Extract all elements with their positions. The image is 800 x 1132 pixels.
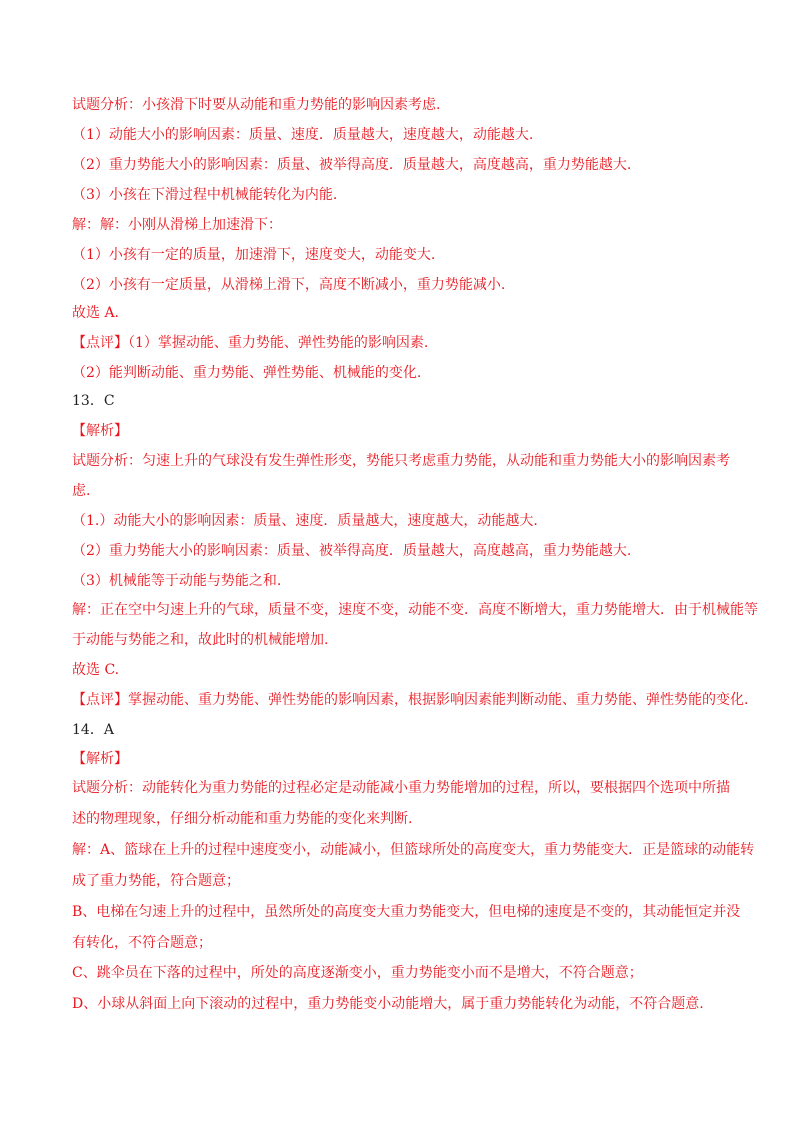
text-line: 试题分析：小孩滑下时要从动能和重力势能的影响因素考虑. — [72, 97, 441, 113]
section-heading: 【解析】 — [72, 751, 128, 767]
text-line: 成了重力势能，符合题意； — [72, 873, 240, 889]
text-line: （1）动能大小的影响因素：质量、速度．质量越大，速度越大，动能越大. — [72, 127, 534, 143]
text-line: （2）小孩有一定质量，从滑梯上滑下，高度不断减小，重力势能减小. — [72, 277, 506, 293]
text-line: （3）机械能等于动能与势能之和. — [72, 573, 282, 589]
text-line: 解：正在空中匀速上升的气球，质量不变，速度不变，动能不变．高度不断增大，重力势能增大．由于机械能等 — [72, 602, 758, 618]
text-line: 故选 A. — [72, 305, 120, 321]
text-line: （1）小孩有一定的质量，加速滑下，速度变大，动能变大. — [72, 247, 436, 263]
text-line: 试题分析：匀速上升的气球没有发生弹性形变，势能只考虑重力势能，从动能和重力势能大小的影响因素考 — [72, 453, 730, 469]
text-line: 解：A、篮球在上升的过程中速度变小，动能减小，但篮球所处的高度变大，重力势能变大．正是篮球的动能转 — [72, 842, 755, 858]
text-line: （2）能判断动能、重力势能、弹性势能、机械能的变化. — [72, 365, 422, 381]
question-number: 14．A — [72, 722, 114, 738]
text-line: 故选 C. — [72, 662, 120, 678]
text-line: C、跳伞员在下落的过程中，所处的高度逐渐变小，重力势能变小而不是增大，不符合题意； — [72, 965, 643, 981]
text-line: （2）重力势能大小的影响因素：质量、被举得高度．质量越大，高度越高，重力势能越大. — [72, 543, 632, 559]
text-line: 虑. — [72, 483, 91, 499]
text-line: （3）小孩在下滑过程中机械能转化为内能. — [72, 187, 338, 203]
text-line: 解：解：小刚从滑梯上加速滑下： — [72, 217, 282, 233]
text-line: 述的物理现象，仔细分析动能和重力势能的变化来判断. — [72, 811, 413, 827]
text-line: （2）重力势能大小的影响因素：质量、被举得高度．质量越大，高度越高，重力势能越大. — [72, 157, 632, 173]
text-line: 【点评】（1）掌握动能、重力势能、弹性势能的影响因素. — [72, 335, 429, 351]
text-line: 于动能与势能之和，故此时的机械能增加. — [72, 632, 329, 648]
text-line: 有转化，不符合题意； — [72, 935, 212, 951]
question-number: 13．C — [72, 393, 115, 409]
text-line: 试题分析：动能转化为重力势能的过程必定是动能减小重力势能增加的过程，所以，要根据四个选项中所描 — [72, 780, 730, 796]
section-heading: 【解析】 — [72, 423, 128, 439]
text-line: D、小球从斜面上向下滚动的过程中，重力势能变小动能增大，属于重力势能转化为动能，不符合题意. — [72, 996, 704, 1012]
text-line: B、电梯在匀速上升的过程中，虽然所处的高度变大重力势能变大，但电梯的速度是不变的，其动能恒定并没 — [72, 904, 741, 920]
text-line: 【点评】掌握动能、重力势能、弹性势能的影响因素，根据影响因素能判断动能、重力势能、弹性势能的变化. — [72, 692, 749, 708]
text-line: （1.）动能大小的影响因素：质量、速度．质量越大，速度越大，动能越大. — [72, 513, 538, 529]
